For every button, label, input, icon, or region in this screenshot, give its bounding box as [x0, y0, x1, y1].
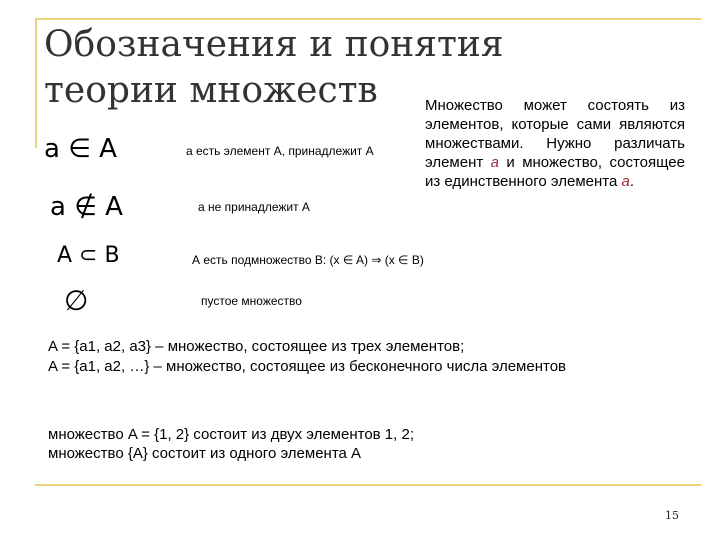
empty-set-definition: пустое множество: [201, 294, 302, 308]
bottom-rule: [35, 484, 701, 486]
note-element-a: a: [490, 154, 499, 171]
note-element-a-2: a: [621, 173, 630, 190]
left-rule: [35, 18, 37, 148]
example-one-element: множество {A} состоит из одного элемента A: [48, 445, 362, 462]
slide-title: Обозначения и понятия теории множеств: [44, 24, 504, 111]
top-rule: [35, 18, 701, 20]
note-text-after: .: [629, 173, 635, 190]
example-finite-set: A = {a1, a2, a3} – множество, состоящее из трех элементов;: [48, 338, 465, 355]
subset-symbol: A ⊂ B: [57, 243, 120, 268]
note-text-middle: и множество, состоящее из единственного элемента: [425, 154, 685, 190]
empty-set-symbol: ∅: [64, 284, 89, 317]
page-number: 15: [665, 509, 679, 522]
not-element-of-definition: а не принадлежит А: [198, 200, 310, 214]
element-vs-set-note: [425, 96, 685, 191]
not-element-of-symbol: a ∉ A: [50, 192, 123, 222]
example-infinite-set: A = {a1, a2, …} – множество, состоящее из бесконечного числа элементов: [48, 358, 567, 375]
element-of-definition: а есть элемент А, принадлежит А: [186, 144, 374, 158]
subset-definition: А есть подмножество В: (x ∈ A) ⇒ (x ∈ B): [192, 253, 424, 267]
note-text-before: Множество может состоять из элементов, которые сами являются множествами. Нужно различать элемент: [425, 97, 685, 171]
element-of-symbol: a ∈ A: [44, 134, 117, 164]
example-two-elements: множество A = {1, 2} состоит из двух элементов 1, 2;: [48, 426, 414, 443]
